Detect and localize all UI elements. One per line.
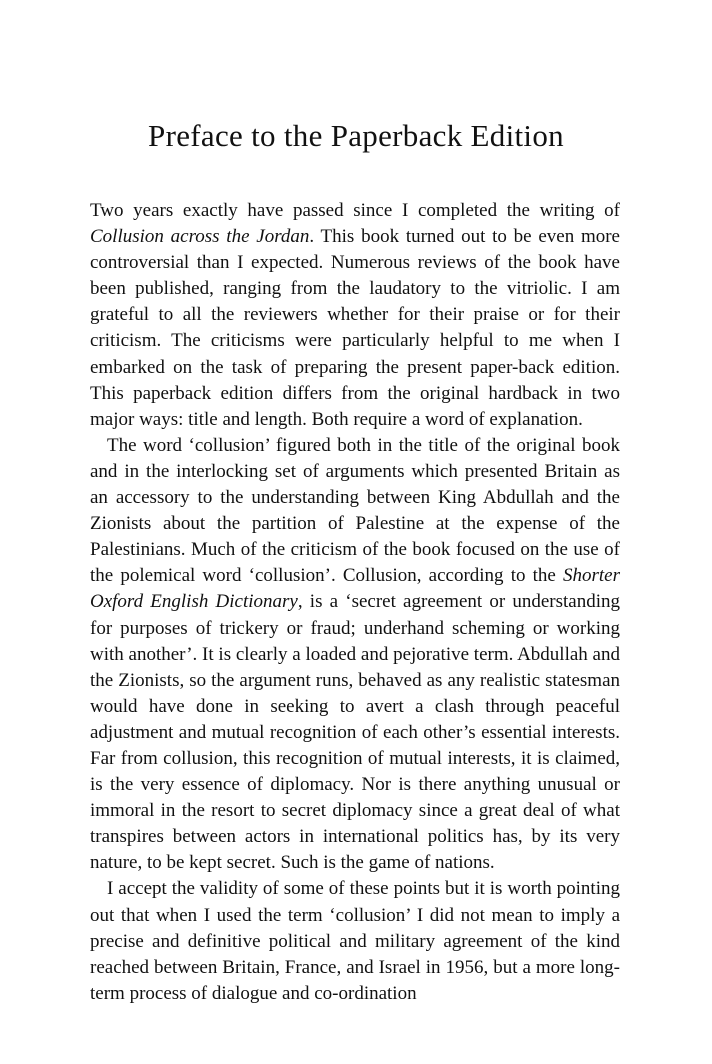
p1-text-2: . This book turned out to be even more controversial than I expected. Numerous reviews of the book have been published, ranging from the laudatory to the vitriolic. I am grateful to all the reviewers whether for their praise or for their criticism. The criticisms were particularly helpful to me when I embarked on the task of preparing the present paper-back edition. This paperback edition differs from the original hardback in two major ways: title and length. Both require a word of explanation. (90, 226, 620, 430)
p2-text-2: , is a ‘secret agreement or understanding for purposes of trickery or fraud; underhand scheming or working with another’. It is clearly a loaded and pejorative term. Abdullah and the Zionists, so the argument runs, behaved as any realistic statesman would have done in seeking to avert a clash through peaceful adjustment and mutual recognition of each other’s essential interests. Far from collusion, this recognition of mutual interests, it is claimed, is the very essence of diplomacy. Nor is there anything unusual or immoral in the resort to secret diplomacy since a great deal of what transpires between actors in international politics has, by its very nature, to be kept secret. Such is the game of nations. (90, 591, 620, 874)
dictionary-title-italic: Shorter Oxford English Dictionary (90, 565, 620, 613)
preface-body (90, 198, 620, 1007)
paragraph-3 (90, 876, 620, 1006)
p2-text-1: The word ‘collusion’ figured both in the title of the original book and in the interlocking set of arguments which presented Britain as an accessory to the understanding between King Abdullah and the Zionists about the partition of Palestine at the expense of the Palestinians. Much of the criticism of the book focused on the use of the polemical word ‘collusion’. Collusion, according to the (90, 434, 620, 587)
p3-text-1: I accept the validity of some of these points but it is worth pointing out that when I used the term ‘collusion’ I did not mean to imply a precise and definitive political and military agreement of the kind reached between Britain, France, and Israel in 1956, but a more long-term process of dialogue and co-ordination (90, 878, 620, 1004)
paragraph-1 (90, 198, 620, 433)
book-title-italic: Collusion across the Jordan (90, 226, 310, 248)
paragraph-2 (90, 433, 620, 877)
p1-text-1: Two years exactly have passed since I completed the writing of (90, 200, 620, 221)
page-title: Preface to the Paperback Edition (148, 118, 564, 153)
